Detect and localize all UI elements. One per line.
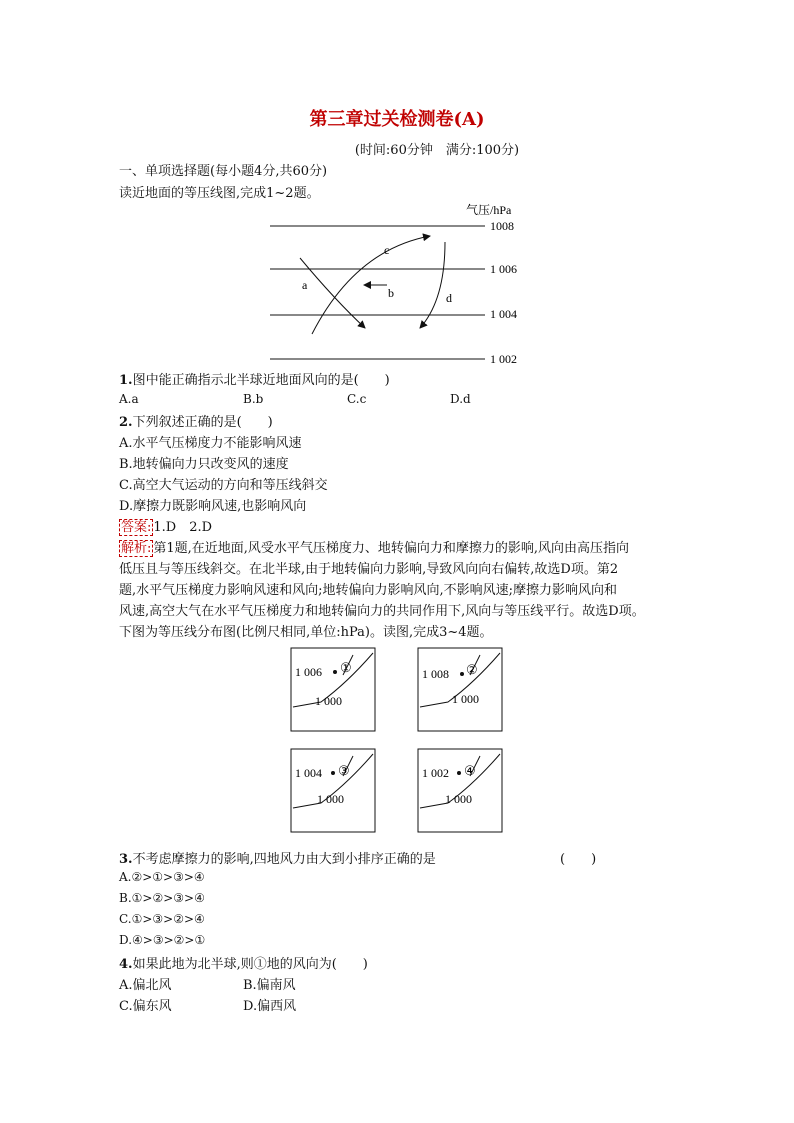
location-point: [333, 670, 337, 674]
panel-base-label: 1 000: [452, 692, 479, 706]
question-stem: 下列叙述正确的是( ): [132, 415, 273, 430]
isobar-label: 1008: [490, 219, 514, 233]
option[interactable]: B.地转偏向力只改变风的速度: [119, 457, 289, 472]
option[interactable]: C.①>③>②>④: [119, 912, 205, 926]
question-stem: 图中能正确指示北半球近地面风向的是( ): [132, 373, 390, 388]
analysis-block: [119, 537, 629, 556]
location-mark: ①: [340, 660, 352, 675]
option[interactable]: B.偏南风: [243, 978, 296, 993]
pressure-unit: 气压/hPa: [466, 203, 512, 217]
location-point: [460, 672, 464, 676]
question-stem: 不考虑摩擦力的影响,四地风力由大到小排序正确的是: [132, 852, 436, 867]
panel-base-label: 1 000: [445, 792, 472, 806]
option[interactable]: D.偏西风: [243, 999, 297, 1014]
option[interactable]: A.②>①>③>④: [119, 870, 205, 884]
intro-q3-4: 下图为等压线分布图(比例尺相同,单位:hPa)。读图,完成3~4题。: [119, 625, 493, 640]
arrow-label-c: c: [384, 243, 390, 257]
question-number: 2.: [119, 415, 133, 430]
arrow-label-b: b: [388, 286, 394, 300]
location-point: [331, 771, 335, 775]
option[interactable]: C.c: [347, 392, 367, 406]
option[interactable]: A.偏北风: [119, 978, 172, 993]
isobar-label: 1 004: [490, 307, 517, 321]
option[interactable]: B.b: [243, 392, 264, 406]
location-mark: ④: [464, 763, 476, 778]
answer-bracket: ( ): [560, 852, 597, 867]
arrow-label-a: a: [302, 278, 308, 292]
option[interactable]: A.a: [119, 392, 139, 406]
panel-1: [291, 648, 375, 731]
isobar-label: 1 006: [490, 262, 517, 276]
analysis-line: 低压且与等压线斜交。在北半球,由于地转偏向力影响,导致风向向右偏转,故选D项。第2: [119, 562, 619, 577]
isobar-panels-figure: [285, 645, 510, 840]
panel-isobar-label: 1 004: [295, 766, 322, 780]
panel-isobar-label: 1 008: [422, 667, 449, 681]
question-3: [119, 848, 436, 867]
answer-label: 答案:: [121, 520, 152, 535]
option[interactable]: D.摩擦力既影响风速,也影响风向: [119, 499, 307, 514]
analysis-line: 第1题,在近地面,风受水平气压梯度力、地转偏向力和摩擦力的影响,风向由高压指向: [153, 541, 630, 556]
option[interactable]: B.①>②>③>④: [119, 891, 205, 905]
arrow-label-d: d: [446, 291, 452, 305]
question-4: [119, 953, 368, 972]
analysis-line: 风速,高空大气在水平气压梯度力和地转偏向力的共同作用下,风向与等压线平行。故选D项。: [119, 604, 645, 619]
option[interactable]: D.d: [450, 392, 471, 406]
option[interactable]: C.高空大气运动的方向和等压线斜交: [119, 478, 328, 493]
location-mark: ②: [466, 662, 478, 677]
question-number: 3.: [119, 852, 133, 867]
option[interactable]: C.偏东风: [119, 999, 172, 1014]
location-point: [457, 771, 461, 775]
location-mark: ③: [338, 763, 350, 778]
page-title: 第三章过关检测卷(A): [309, 109, 485, 130]
question-2: [119, 411, 273, 430]
question-1: [119, 369, 390, 388]
section-heading: 一、单项选择题(每小题4分,共60分): [119, 164, 328, 179]
question-number: 4.: [119, 957, 133, 972]
intro-q1-2: 读近地面的等压线图,完成1~2题。: [119, 186, 320, 201]
panel-3: [291, 749, 375, 832]
option[interactable]: D.④>③>②>①: [119, 933, 206, 947]
panel-4: [418, 749, 502, 832]
panel-isobar-label: 1 002: [422, 766, 449, 780]
isobar-figure-1: [260, 200, 540, 370]
analysis-label: 解析:: [121, 541, 152, 556]
panel-isobar-label: 1 006: [295, 665, 322, 679]
panel-base-label: 1 000: [315, 694, 342, 708]
question-stem: 如果此地为北半球,则①地的风向为( ): [132, 957, 368, 972]
answer-text: 1.D 2.D: [153, 520, 213, 535]
question-number: 1.: [119, 373, 133, 388]
isobar-label: 1 002: [490, 352, 517, 366]
exam-info: (时间:60分钟 满分:100分): [354, 143, 520, 158]
panel-base-label: 1 000: [317, 792, 344, 806]
analysis-line: 题,水平气压梯度力影响风速和风向;地转偏向力影响风向,不影响风速;摩擦力影响风向和: [119, 583, 618, 598]
answer-block: [119, 516, 212, 535]
panel-2: [418, 648, 502, 731]
option[interactable]: A.水平气压梯度力不能影响风速: [119, 436, 302, 451]
